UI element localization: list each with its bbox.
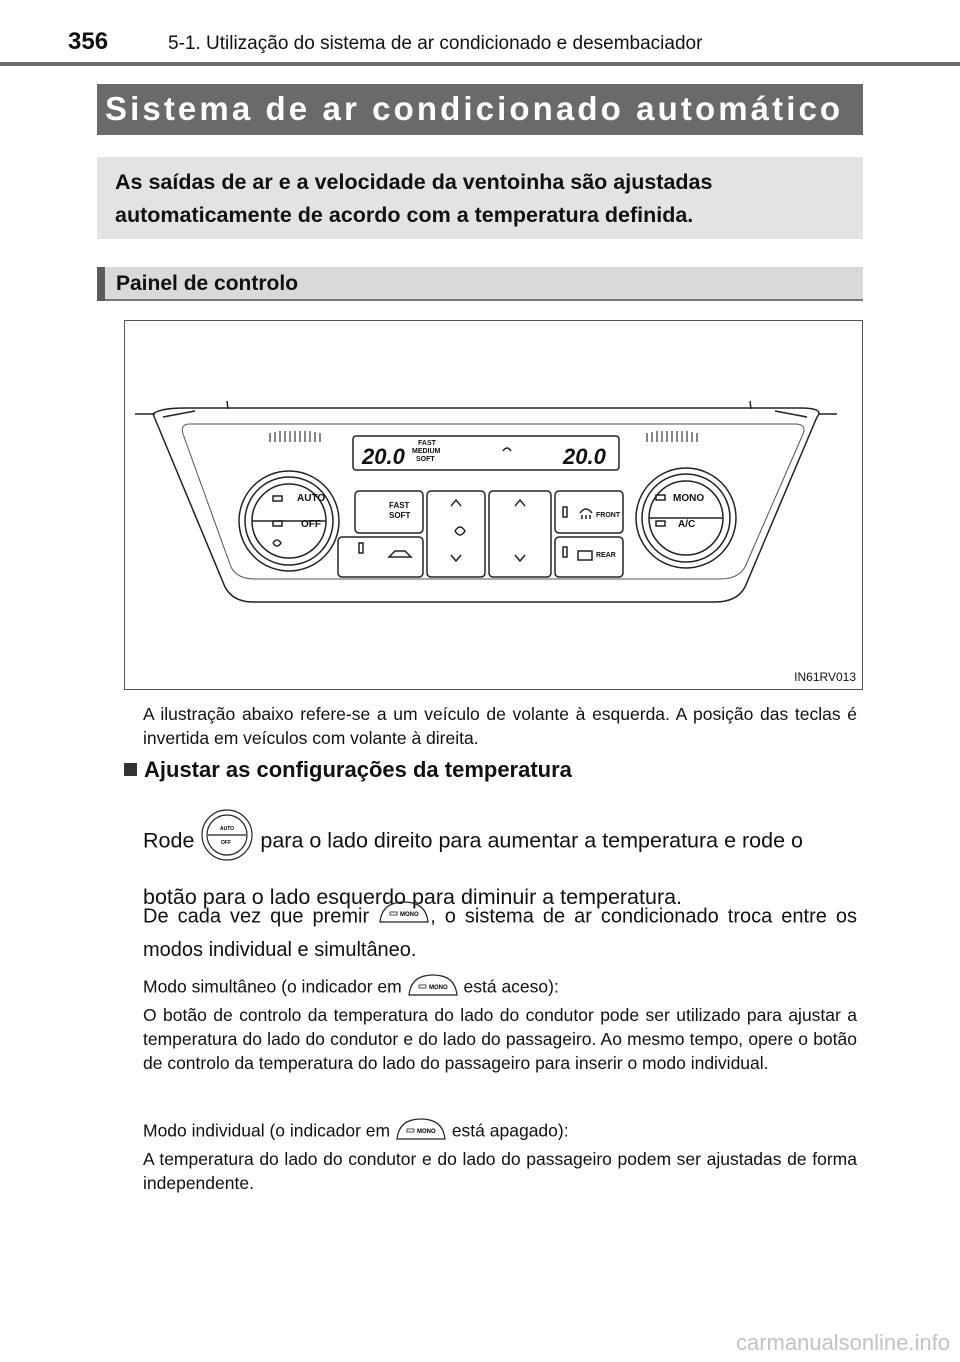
front-label: FRONT xyxy=(596,512,621,519)
auto-knob-icon xyxy=(200,808,254,876)
para1-before: Rode xyxy=(143,828,195,853)
air-mode-rocker xyxy=(489,491,551,577)
intro-text: As saídas de ar e a velocidade da ventoinha são ajustadas automaticamente de acordo com a temperatura definida. xyxy=(115,170,713,227)
control-panel-figure xyxy=(124,320,863,690)
fan-speed-rocker xyxy=(427,491,485,577)
figure-code: IN61RV013 xyxy=(794,670,856,684)
title-bar xyxy=(97,84,863,135)
para1-after: para o lado direito para aumentar a temperatura e rode o botão para o lado esquerdo para diminuir a temperatura. xyxy=(143,828,803,909)
fast-label: FAST xyxy=(389,501,410,510)
para4-lead-after: está apagado): xyxy=(451,1120,569,1141)
fan-mode-fast: FAST xyxy=(418,440,436,447)
paragraph-mono xyxy=(143,900,857,966)
svg-text:AUTO: AUTO xyxy=(220,826,235,832)
bullet-square-icon xyxy=(124,763,137,776)
display-right-temp: 20.0 xyxy=(563,444,606,469)
svg-text:MONO: MONO xyxy=(400,912,419,918)
header-rule xyxy=(0,62,960,66)
subheading xyxy=(124,757,572,783)
panel-outline xyxy=(153,408,819,602)
intro-box xyxy=(97,157,863,239)
watermark: carmanualsonline.info xyxy=(735,1330,950,1355)
section-heading xyxy=(97,267,863,301)
para2-before: De cada vez que premir xyxy=(143,905,370,928)
rear-label: REAR xyxy=(596,552,616,559)
para3-lead-after: está aceso): xyxy=(463,976,559,997)
vent-left xyxy=(270,431,320,442)
svg-text:OFF: OFF xyxy=(221,840,232,846)
paragraph-individual xyxy=(143,1117,857,1195)
control-panel-illustration xyxy=(125,321,862,689)
para3-body: O botão de controlo da temperatura do lado do condutor pode ser utilizado para ajustar a temperatura do lado do condutor e do lado do passageiro. Ao mesmo tempo, opere o botão de controlo da temperatura do lado do passageiro para inserir o modo individual. xyxy=(143,1005,857,1073)
figure-caption: A ilustração abaixo refere-se a um veículo de volante à esquerda. A posição das teclas é invertida em veículos com volante à direita. xyxy=(143,704,857,748)
subheading-text: Ajustar as configurações da temperatura xyxy=(144,757,572,782)
para4-lead-before: Modo individual (o indicador em xyxy=(143,1120,391,1141)
mono-button-icon xyxy=(378,900,430,934)
vent-right xyxy=(647,431,697,442)
running-header: 5-1. Utilização do sistema de ar condicionado e desembaciador xyxy=(168,33,703,54)
paragraph-simultaneous xyxy=(143,973,857,1075)
para4-lead xyxy=(143,1117,857,1147)
para3-lead-before: Modo simultâneo (o indicador em xyxy=(143,976,402,997)
para4-body: A temperatura do lado do condutor e do lado do passageiro podem ser ajustadas de forma independente. xyxy=(143,1149,857,1193)
para2-after: , o sistema de ar condicionado troca entre os modos individual e simultâneo. xyxy=(143,905,857,961)
soft-label: SOFT xyxy=(389,511,411,520)
mono-button-icon xyxy=(395,1117,447,1147)
fan-mode-soft: SOFT xyxy=(416,456,435,463)
front-defog-icon xyxy=(580,509,592,519)
display-left-temp: 20.0 xyxy=(362,444,405,469)
section-accent xyxy=(97,267,105,301)
fan-mode-medium: MEDIUM xyxy=(412,448,441,455)
mono-button-icon xyxy=(407,973,459,1003)
para3-lead xyxy=(143,973,857,1003)
car-recirc-icon xyxy=(389,551,411,557)
rear-defog-icon xyxy=(578,551,592,560)
svg-text:MONO: MONO xyxy=(416,1129,436,1135)
page-number: 356 xyxy=(68,28,109,55)
ac-label: A/C xyxy=(678,519,696,530)
auto-label: AUTO xyxy=(297,493,326,504)
fan-icon-center xyxy=(455,527,465,535)
section-title: Painel de controlo xyxy=(116,272,299,295)
page-title: Sistema de ar condicionado automático xyxy=(105,90,844,127)
fan-icon-left xyxy=(273,540,281,546)
svg-text:MONO: MONO xyxy=(428,985,448,991)
mono-label: MONO xyxy=(673,493,705,504)
off-label: OFF xyxy=(301,519,321,530)
panel-edge xyxy=(163,411,807,417)
